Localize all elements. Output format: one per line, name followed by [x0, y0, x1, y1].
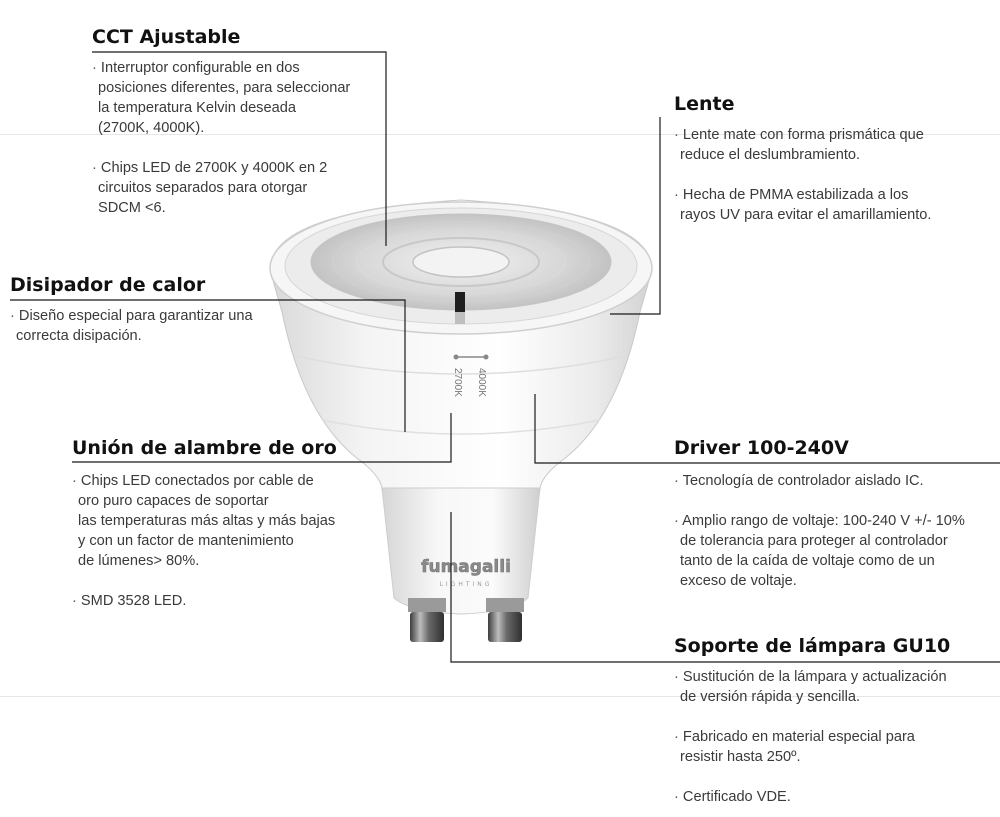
soporte-line: · Certificado VDE. [674, 787, 994, 807]
driver-line: tanto de la caída de voltaje como de un [680, 553, 935, 569]
section-cct [92, 26, 392, 218]
union-line: oro puro capaces de soportar [78, 493, 269, 509]
cct-line: la temperatura Kelvin deseada [98, 100, 296, 116]
cct-line: posiciones diferentes, para seleccionar [98, 80, 351, 96]
section-lente [674, 93, 974, 225]
lente-line: rayos UV para evitar el amarillamiento. [680, 207, 932, 223]
cct-line: · Chips LED de 2700K y 4000K en 2 [92, 158, 392, 178]
driver-line: · Tecnología de controlador aislado IC. [674, 471, 994, 491]
section-disipador [10, 274, 300, 346]
union-line: · Chips LED conectados por cable de [72, 471, 372, 491]
union-line: las temperaturas más altas y más bajas [78, 513, 336, 529]
driver-title: Driver 100-240V [674, 437, 849, 459]
section-union [72, 437, 372, 611]
soporte-line: de versión rápida y sencilla. [680, 689, 861, 705]
union-line: · SMD 3528 LED. [72, 591, 372, 611]
switch-label-2700k: 2700K [452, 368, 463, 397]
cct-line: SDCM <6. [98, 200, 166, 216]
disipador-line: · Diseño especial para garantizar una [10, 306, 300, 326]
union-title: Unión de alambre de oro [72, 437, 337, 459]
brand-sub: LIGHTING [439, 581, 493, 588]
switch-label-4000k: 4000K [476, 368, 487, 397]
cct-line: · Interruptor configurable en dos [92, 58, 392, 78]
soporte-title: Soporte de lámpara GU10 [674, 635, 951, 657]
cct-line: (2700K, 4000K). [98, 120, 205, 136]
lente-line: · Lente mate con forma prismática que [674, 125, 974, 145]
cct-title: CCT Ajustable [92, 26, 241, 48]
driver-line: de tolerancia para proteger al controlador [680, 533, 948, 549]
soporte-line: resistir hasta 250º. [680, 749, 801, 765]
cct-description [92, 58, 392, 218]
lente-title: Lente [674, 93, 735, 115]
soporte-line: · Fabricado en material especial para [674, 727, 994, 747]
driver-line: exceso de voltaje. [680, 573, 797, 589]
driver-description [674, 471, 994, 591]
leader-lente [610, 117, 660, 314]
brand-logo: fumagalli [421, 557, 511, 577]
lente-description [674, 125, 974, 225]
section-driver [674, 437, 994, 591]
disipador-description [10, 306, 300, 346]
cct-line: circuitos separados para otorgar [98, 180, 308, 196]
lente-line: reduce el deslumbramiento. [680, 147, 861, 163]
disipador-line: correcta disipación. [16, 328, 142, 344]
soporte-description [674, 667, 994, 807]
soporte-line: · Sustitución de la lámpara y actualización [674, 667, 994, 687]
driver-line: · Amplio rango de voltaje: 100-240 V +/- 10% [674, 511, 994, 531]
union-line: de lúmenes> 80%. [78, 553, 200, 569]
union-line: y con un factor de mantenimiento [78, 533, 294, 549]
union-description [72, 471, 372, 611]
disipador-title: Disipador de calor [10, 274, 206, 296]
lente-line: · Hecha de PMMA estabilizada a los [674, 185, 974, 205]
section-soporte [674, 635, 994, 807]
